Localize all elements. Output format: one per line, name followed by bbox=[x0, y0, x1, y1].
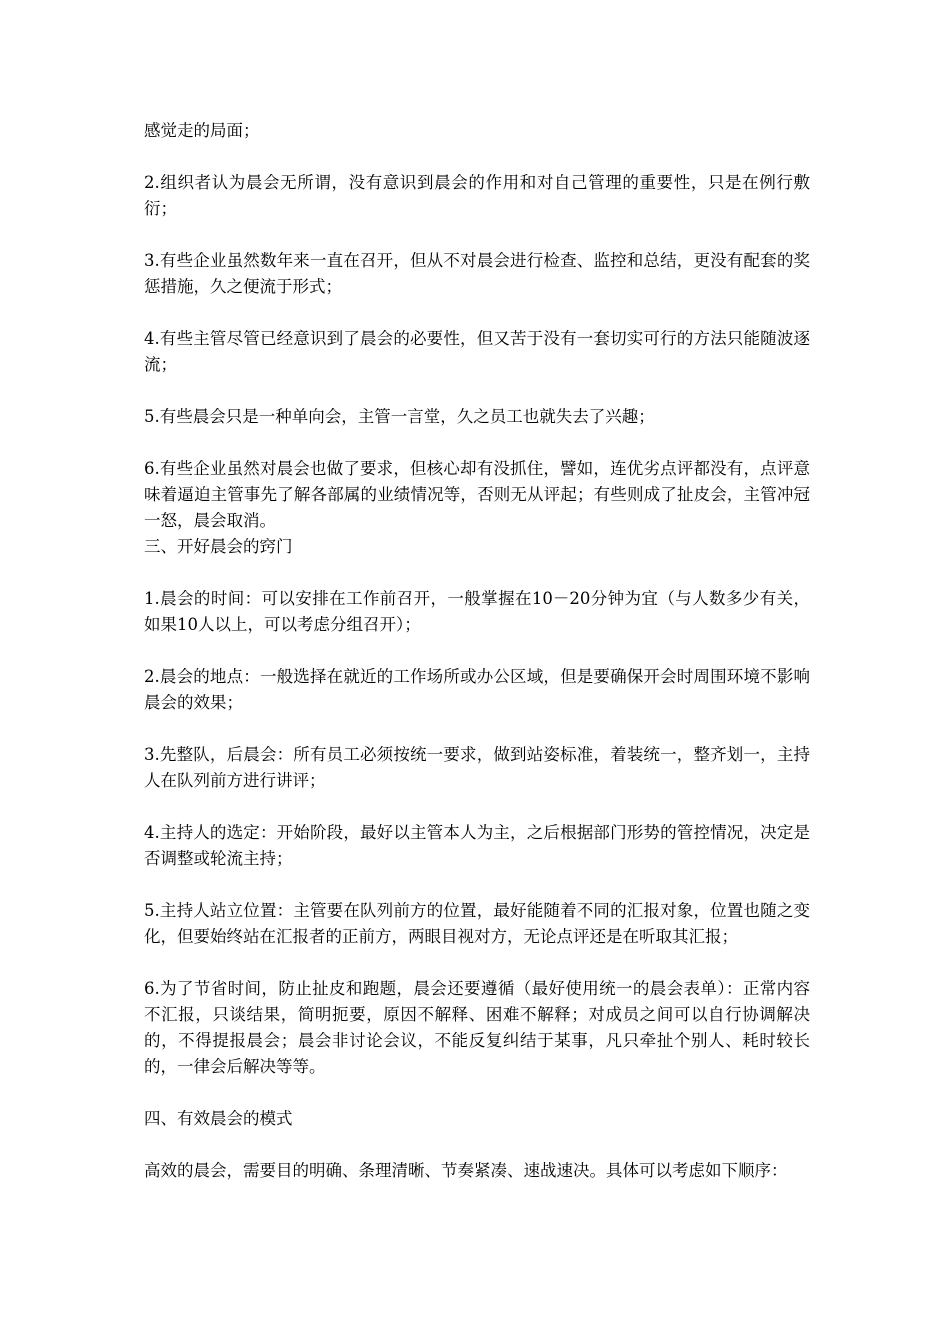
paragraph-intro: 高效的晨会，需要目的明确、条理清晰、节奏紧凑、速战速决。具体可以考虑如下顺序： bbox=[144, 1161, 788, 1180]
paragraph-continuation: 感觉走的局面； bbox=[144, 121, 260, 140]
paragraph-item-6: 6.有些企业虽然对晨会也做了要求，但核心却有没抓住，譬如，连优劣点评都没有，点评意味着逼迫主管事先了解各部属的业绩情况等，否则无从评起；有些则成了扯皮会，主管冲冠一怒，晨会取消。 bbox=[144, 459, 810, 530]
section-heading-4: 四、有效晨会的模式 bbox=[144, 1109, 293, 1128]
paragraph-item-3: 3.有些企业虽然数年来一直在召开，但从不对晨会进行检查、监控和总结，更没有配套的奖惩措施，久之便流于形式； bbox=[144, 251, 810, 296]
paragraph-tip-3: 3.先整队，后晨会：所有员工必须按统一要求，做到站姿标准，着装统一，整齐划一，主持人在队列前方进行讲评； bbox=[144, 745, 810, 790]
document-body bbox=[144, 118, 810, 1210]
paragraph-tip-6: 6.为了节省时间，防止扯皮和跑题，晨会还要遵循（最好使用统一的晨会表单）：正常内容不汇报，只谈结果，简明扼要，原因不解释、困难不解释；对成员之间可以自行协调解决的，不得提报晨会；晨会非讨论会议，不能反复纠结于某事，凡只牵扯个别人、耗时较长的，一律会后解决等等。 bbox=[144, 979, 810, 1076]
paragraph-tip-1: 1.晨会的时间：可以安排在工作前召开，一般掌握在10－20分钟为宜（与人数多少有关，如果10人以上，可以考虑分组召开）； bbox=[144, 589, 810, 634]
section-heading-3: 三、开好晨会的窍门 bbox=[144, 537, 293, 556]
paragraph-item-2: 2.组织者认为晨会无所谓，没有意识到晨会的作用和对自己管理的重要性，只是在例行敷衍； bbox=[144, 173, 810, 218]
paragraph-item-5: 5.有些晨会只是一种单向会，主管一言堂，久之员工也就失去了兴趣； bbox=[144, 407, 655, 426]
paragraph-tip-5: 5.主持人站立位置：主管要在队列前方的位置，最好能随着不同的汇报对象，位置也随之变化，但要始终站在汇报者的正前方，两眼目视对方，无论点评还是在听取其汇报； bbox=[144, 901, 810, 946]
paragraph-tip-2: 2.晨会的地点：一般选择在就近的工作场所或办公区域，但是要确保开会时周围环境不影响晨会的效果； bbox=[144, 667, 810, 712]
paragraph-tip-4: 4.主持人的选定：开始阶段，最好以主管本人为主，之后根据部门形势的管控情况，决定是否调整或轮流主持； bbox=[144, 823, 810, 868]
paragraph-item-4: 4.有些主管尽管已经意识到了晨会的必要性，但又苦于没有一套切实可行的方法只能随波逐流； bbox=[144, 329, 810, 374]
